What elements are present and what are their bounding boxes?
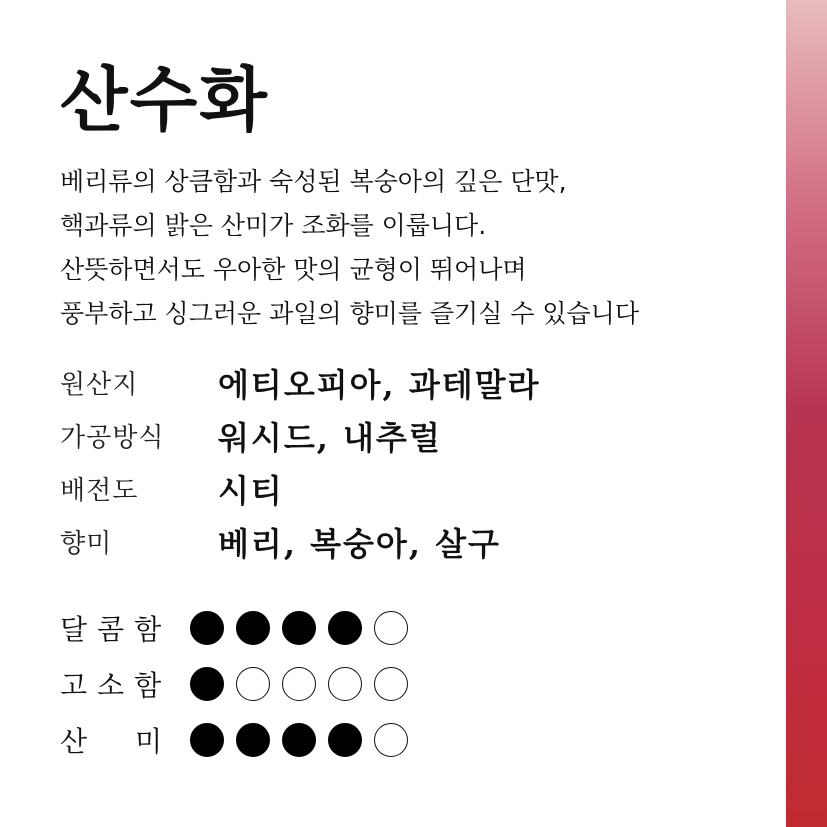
description-line: 핵과류의 밝은 산미가 조화를 이룹니다. bbox=[60, 211, 487, 240]
empty-dot-icon bbox=[374, 667, 408, 701]
rating-dots bbox=[190, 667, 408, 701]
filled-dot-icon bbox=[236, 611, 270, 645]
accent-side-bar bbox=[786, 0, 827, 827]
rating-label: 달콤함 bbox=[60, 613, 172, 646]
rating-row-sweetness bbox=[60, 600, 408, 656]
empty-dot-icon bbox=[282, 667, 316, 701]
empty-dot-icon bbox=[374, 611, 408, 645]
ratings bbox=[60, 600, 408, 768]
empty-dot-icon bbox=[374, 723, 408, 757]
filled-dot-icon bbox=[328, 611, 362, 645]
filled-dot-icon bbox=[282, 611, 316, 645]
rating-label: 고소함 bbox=[60, 669, 172, 702]
filled-dot-icon bbox=[236, 723, 270, 757]
filled-dot-icon bbox=[190, 723, 224, 757]
filled-dot-icon bbox=[190, 611, 224, 645]
description bbox=[60, 160, 780, 336]
rating-row-nuttiness bbox=[60, 656, 408, 712]
info-value: 베리, 복숭아, 살구 bbox=[218, 524, 501, 563]
info-value: 워시드, 내추럴 bbox=[218, 418, 442, 457]
filled-dot-icon bbox=[328, 723, 362, 757]
description-line: 산뜻하면서도 우아한 맛의 균형이 뛰어나며 bbox=[60, 255, 527, 284]
empty-dot-icon bbox=[236, 667, 270, 701]
description-line: 풍부하고 싱그러운 과일의 향미를 즐기실 수 있습니다 bbox=[60, 299, 639, 328]
info-value: 시티 bbox=[218, 471, 284, 510]
info-label: 향미 bbox=[60, 529, 113, 559]
filled-dot-icon bbox=[282, 723, 316, 757]
info-row-flavor bbox=[60, 515, 541, 568]
rating-label: 산 미 bbox=[60, 725, 173, 758]
rating-dots bbox=[190, 723, 408, 757]
info-row-origin bbox=[60, 356, 541, 409]
info-label: 원산지 bbox=[60, 370, 139, 400]
info-value: 에티오피아, 과테말라 bbox=[218, 365, 541, 404]
info-label: 가공방식 bbox=[60, 423, 165, 453]
rating-row-acidity bbox=[60, 712, 408, 768]
empty-dot-icon bbox=[328, 667, 362, 701]
info-table bbox=[60, 356, 541, 568]
info-row-process bbox=[60, 409, 541, 462]
description-line: 베리류의 상큼함과 숙성된 복숭아의 깊은 단맛, bbox=[60, 167, 567, 196]
filled-dot-icon bbox=[190, 667, 224, 701]
rating-dots bbox=[190, 611, 408, 645]
info-label: 배전도 bbox=[60, 476, 139, 506]
product-title: 산수화 bbox=[60, 58, 269, 141]
info-row-roast bbox=[60, 462, 541, 515]
